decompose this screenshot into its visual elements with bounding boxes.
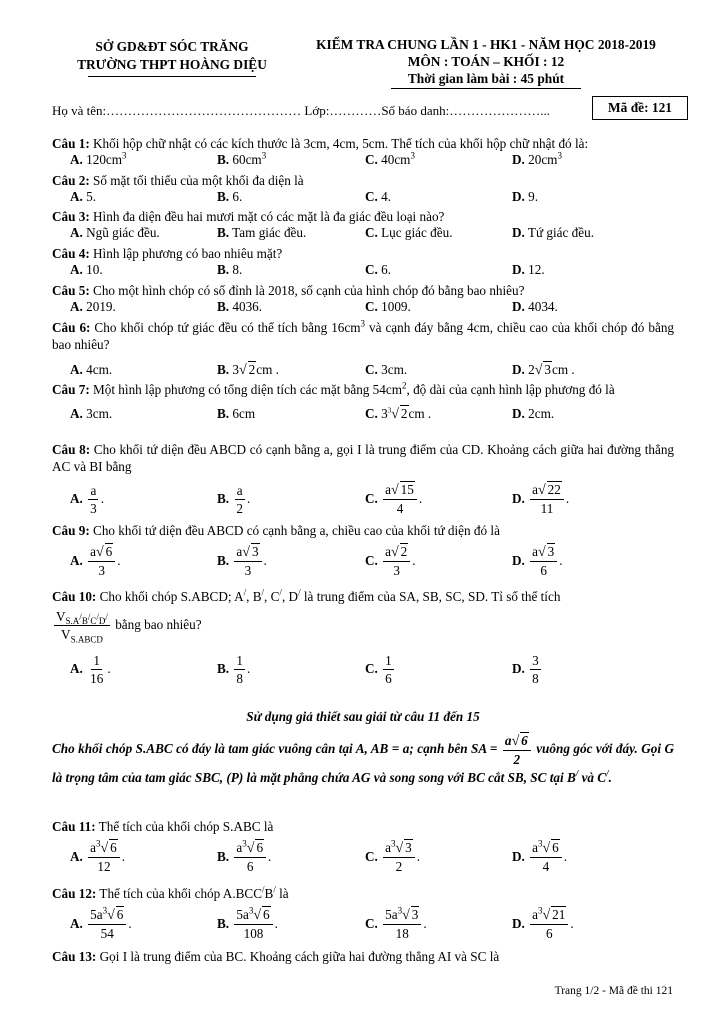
question-5: Câu 5: Cho một hình chóp có số đỉnh là 2018, số cạnh của hình chóp đó bằng bao nhiêu? A. 2019. B. 4036. C. 1009. D. 4034.	[52, 283, 558, 314]
exam-code-box: Mã đề: 121	[592, 96, 688, 120]
section-heading: Sử dụng giả thiết sau giải từ câu 11 đến 15	[246, 709, 480, 724]
exam-subject: MÔN : TOÁN – KHỐI : 12	[407, 54, 565, 69]
student-info-line: Họ và tên:……………………………………… Lớp:…………Số báo danh:…………………...	[52, 103, 550, 118]
question-10: Câu 10: Cho khối chóp S.ABCD; A/, B/, C/, D/ là trung điểm của SA, SB, SC, SD. Tỉ số thể tích $\frac{V_{S.A^/B^/C^/D^/}}{V_{S.ABCD}}$ bằng bao nhiêu? A. $\frac{1}{16}$ . B. $\frac{1}{8}$ . C. $\frac{1}{6}$ D. $\frac{3}{8}$	[52, 587, 561, 686]
question-6: Câu 6: Cho khối chóp tứ giác đều có thể tích bằng $16cm^3$ và cạnh đáy bằng 4cm, chiều cao của khối chóp đó bằng bao nhiêu? A. 4cm. B. 3√ 2cm . C. 3cm. D. 2√ 3cm .	[52, 318, 675, 378]
question-8: Câu 8: Cho khối tứ diện đều ABCD có cạnh bằng a, gọi I là trung điểm của CD. Khoảng cách giữa hai đường thẳng AC và BI bằng A. $\frac{a}{3}$ . B. $\frac{a}{2}$ . C. $\frac{a√ 15}{4}$ . D. $\frac{a√ 22}{11}$ .	[52, 442, 675, 516]
exam-header	[296, 36, 676, 89]
question-4: Câu 4: Hình lập phương có bao nhiêu mặt? A. 10. B. 8. C. 6. D. 12.	[52, 246, 545, 277]
page-footer: Trang 1/2 - Mã đề thi 121	[554, 985, 673, 997]
school-name: TRƯỜNG THPT HOÀNG DIỆU	[77, 57, 267, 72]
exam-title: KIỂM TRA CHUNG LẦN 1 - HK1 - NĂM HỌC 2018-2019	[316, 37, 656, 52]
header-underline	[391, 88, 581, 89]
question-11: Câu 11: Thể tích của khối chóp S.ABC là A. $\frac{a^3√ 6}{12}$ . B. $\frac{a^3√ 6}{6}$ . C. $\frac{a^3√ 3}{2}$ . D. $\frac{a^3√ 6}{4}$ .	[52, 819, 568, 874]
shared-hypothesis: Cho khối chóp S.ABC có đáy là tam giác vuông cân tại A, AB = a; cạnh bên SA = $\frac{a√ 6}{2}$ vuông góc với đáy. Gọi G là trọng tâm của tam giác SBC, (P) là mặt phẳng chứa AG và song song với BC cắt SB, SC tại B/ và C/.	[52, 733, 674, 785]
question-7: Câu 7: Một hình lập phương có tổng diện tích các mặt bằng $54cm^2$, độ dài của cạnh hình lập phương đó là A. 3cm. B. 6cm C. $3^3√$ 2cm . D. 2cm.	[52, 380, 615, 422]
exam-time: Thời gian làm bài : 45 phút	[407, 71, 565, 86]
question-9: Câu 9: Cho khối tứ diện đều ABCD có cạnh bằng a, chiều cao của khối tứ diện đó là A. $\frac{a√ 6}{3}$ . B. $\frac{a√ 3}{3}$ . C. $\frac{a√ 2}{3}$ . D. $\frac{a√ 3}{6}$ .	[52, 523, 563, 578]
question-3: Câu 3: Hình đa diện đều hai mươi mặt có các mặt là đa giác đều loại nào? A. Ngũ giác đều. B. Tam giác đều. C. Lục giác đều. D. Tứ giác đều.	[52, 209, 594, 240]
question-2: Câu 2: Số mặt tối thiểu của một khối đa diện là A. 5. B. 6. C. 4. D. 9.	[52, 173, 539, 204]
question-1: Câu 1: Khối hộp chữ nhật có các kích thước là 3cm, 4cm, 5cm. Thể tích của khối hộp chữ nhật đó là: A. $120cm^3$ B. $60cm^3$ C. $40cm^3$ D. $20cm^3$	[52, 136, 589, 167]
question-12: Câu 12: Thể tích của khối chóp A.BCC/B/ là A. $\frac{5a^3√ 6}{54}$ . B. $\frac{5a^3√ 6}{108}$ . C. $\frac{5a^3√ 3}{18}$ . D. $\frac{a^3√ 21}{6}$ .	[52, 884, 574, 941]
department-name: SỞ GD&ĐT SÓC TRĂNG	[95, 39, 249, 54]
school-header	[58, 38, 286, 77]
question-13: Câu 13: Gọi I là trung điểm của BC. Khoảng cách giữa hai đường thẳng AI và SC là	[52, 949, 500, 964]
header-underline	[88, 76, 256, 77]
